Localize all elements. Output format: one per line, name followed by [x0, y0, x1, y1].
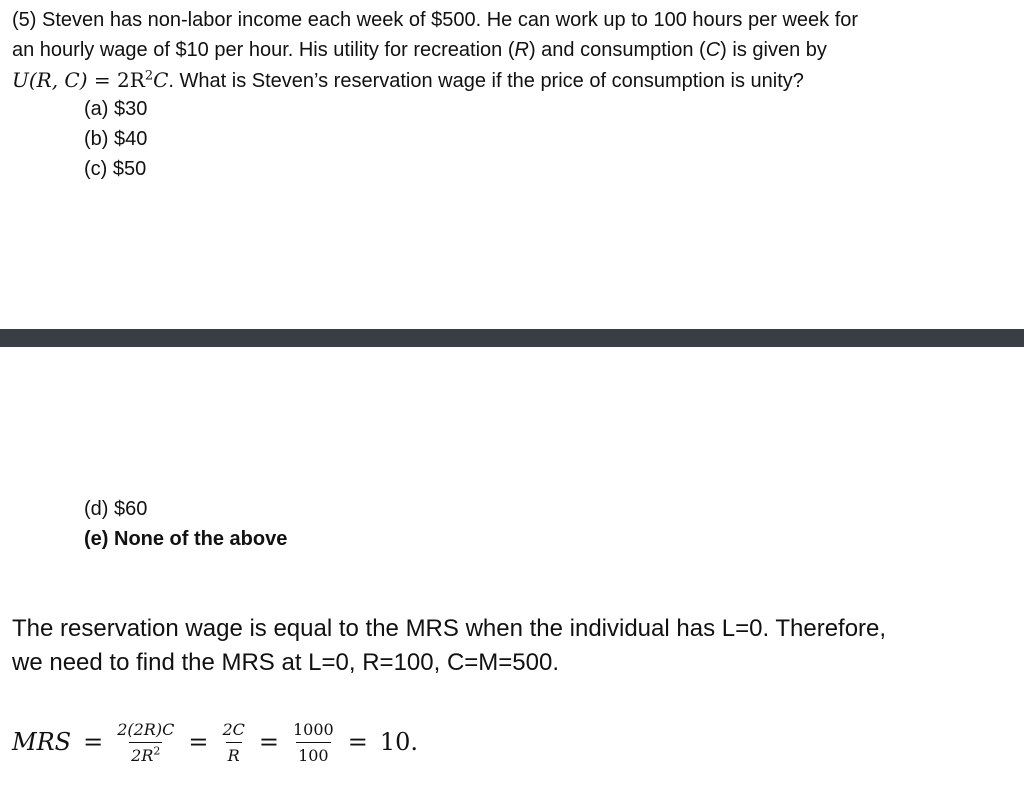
utility-function: U(R, $C) = 2R^2C$ — [12, 68, 169, 92]
fraction-3 — [291, 720, 336, 765]
fraction-3-numerator: 1000 — [292, 719, 334, 739]
page-divider — [0, 329, 1024, 347]
equals-sign: = — [188, 728, 209, 756]
question-text — [12, 5, 1012, 96]
option-b: (b) $40 — [84, 128, 148, 150]
option-e-correct: (e) None of the above — [84, 528, 288, 550]
fraction-1 — [115, 720, 176, 765]
option-c: (c) $50 — [84, 158, 147, 180]
fraction-3-denominator: 100 — [296, 742, 331, 765]
fraction-1-denominator: $2R^2$ — [129, 742, 162, 765]
explanation-line-1: The reservation wage is equal to the MRS when the individual has L=0. Therefore, — [12, 615, 887, 642]
fraction-2 — [220, 720, 246, 765]
equation-result: 10. — [379, 728, 418, 756]
mrs-equation — [12, 710, 418, 774]
question-line-2: an hourly wage of $10 per hour. His utility for recreation (R) and consumption (C) is given by — [12, 39, 827, 61]
explanation-line-2: we need to find the MRS at L=0, R=100, C=M=500. — [12, 649, 560, 676]
question-line-1: (5) Steven has non-labor income each week of $500. He can work up to 100 hours per week for — [12, 9, 859, 31]
mrs-label: MRS — [12, 728, 72, 756]
equals-sign: = — [347, 728, 368, 756]
fraction-1-numerator: 2(2R)C — [117, 719, 175, 739]
equals-sign: = — [258, 728, 279, 756]
equals-sign: = — [83, 728, 104, 756]
fraction-2-denominator: R — [226, 742, 242, 765]
option-d: (d) $60 — [84, 498, 148, 520]
question-line-3: U(R, $C) = 2R^2C$. What is Steven’s reservation wage if the price of consumption is unity? — [12, 68, 804, 92]
explanation-text — [12, 612, 886, 680]
fraction-2-numerator: 2C — [222, 719, 245, 739]
option-a: (a) $30 — [84, 98, 148, 120]
